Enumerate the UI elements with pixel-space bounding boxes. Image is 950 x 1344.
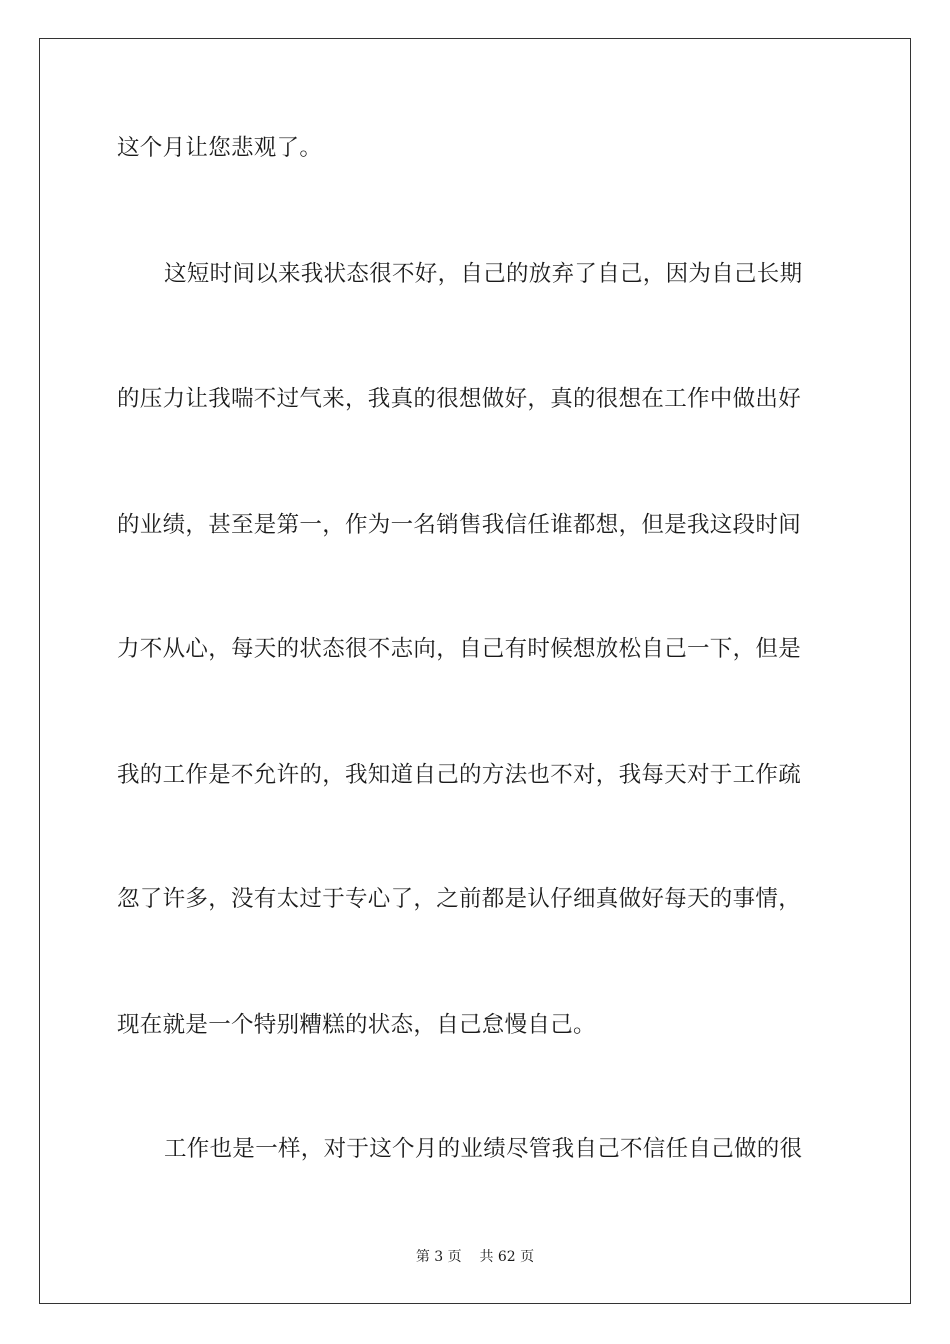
body-text-line-3: 的压力让我喘不过气来，我真的很想做好，真的很想在工作中做出好 [117,386,802,412]
body-text-line-1: 这个月让您悲观了。 [117,135,323,161]
page-border [39,38,911,1304]
footer-spacer [462,1249,480,1265]
body-text-line-2: 这短时间以来我状态很不好，自己的放弃了自己，因为自己长期 [164,261,803,287]
page-number: 第 3 页 [415,1249,462,1265]
page-footer [0,1248,950,1266]
body-text-line-9: 工作也是一样，对于这个月的业绩尽管我自己不信任自己做的很 [164,1136,803,1162]
body-text-line-8: 现在就是一个特别糟糕的状态，自己怠慢自己。 [117,1012,596,1038]
body-text-line-6: 我的工作是不允许的，我知道自己的方法也不对，我每天对于工作疏 [117,762,802,788]
total-pages: 共 62 页 [479,1249,535,1265]
body-text-line-5: 力不从心，每天的状态很不志向，自己有时候想放松自己一下，但是 [117,636,802,662]
body-text-line-7: 忽了许多，没有太过于专心了，之前都是认仔细真做好每天的事情， [117,886,802,912]
body-text-line-4: 的业绩，甚至是第一，作为一名销售我信任谁都想，但是我这段时间 [117,512,802,538]
